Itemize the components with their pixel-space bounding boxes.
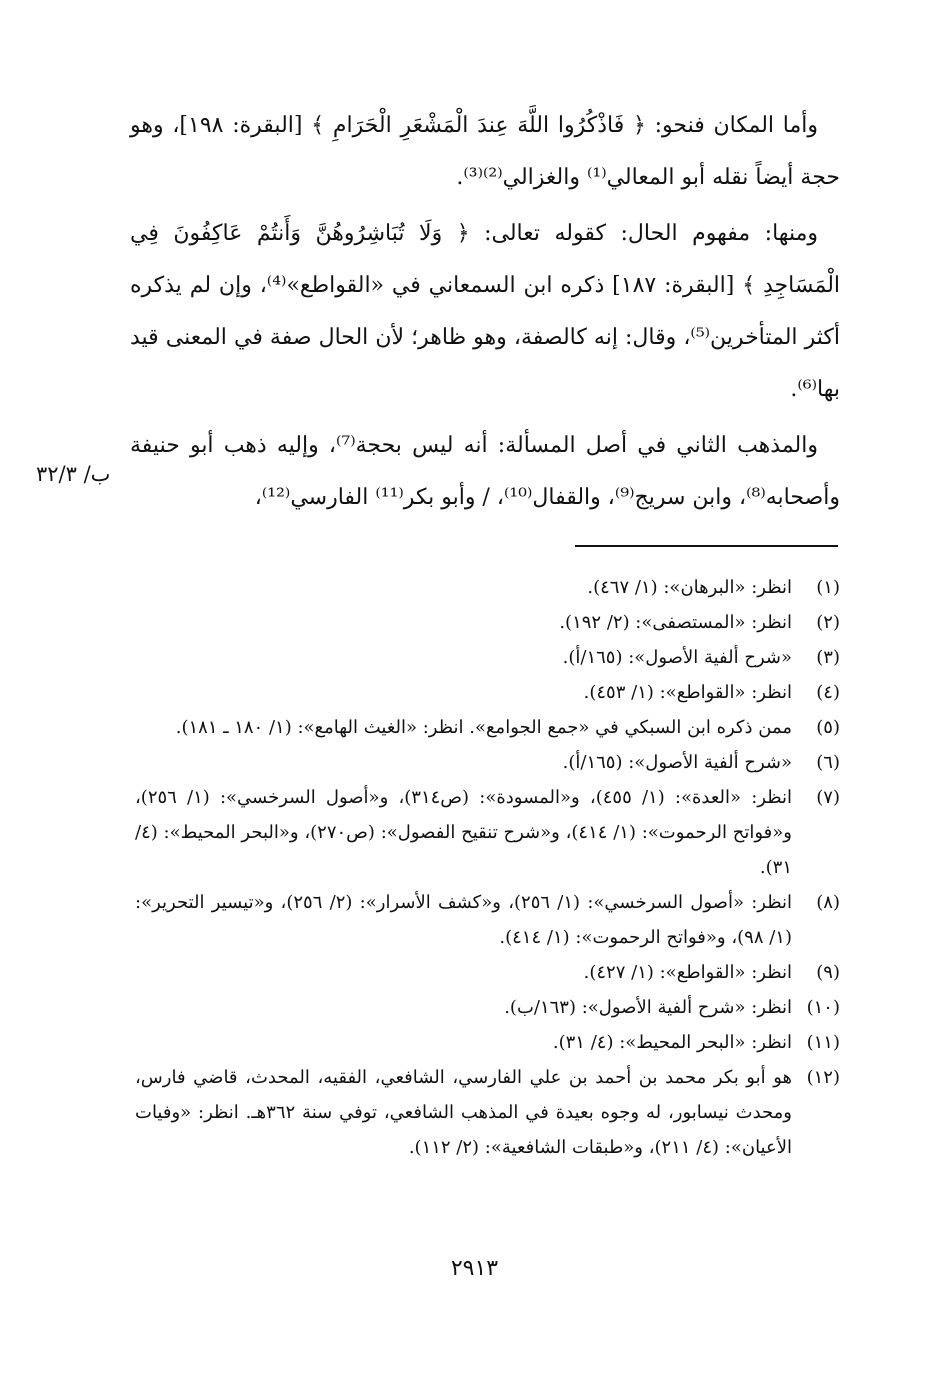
footnote-1	[135, 570, 840, 605]
footnote-text: انظر: «القواطع»: (١/ ٤٥٣).	[583, 682, 792, 703]
footnote-5	[135, 710, 840, 745]
footnote-11	[135, 1025, 840, 1060]
footnotes	[135, 570, 840, 1165]
main-text	[130, 100, 840, 524]
manuscript-folio-marker: ب/ ٣٢/٣	[36, 462, 111, 486]
footnote-text: انظر: «شرح ألفية الأصول»: (١٦٣/ب).	[504, 997, 792, 1018]
footnote-7	[135, 780, 840, 885]
footnote-number: (٥)	[816, 717, 840, 738]
footnote-number: (١٢)	[806, 1067, 840, 1088]
footnote-10	[135, 990, 840, 1025]
footnote-8	[135, 885, 840, 955]
footnote-text: انظر: «العدة»: (١/ ٤٥٥)، و«المسودة»: (ص٣١٤)، و«أصول السرخسي»: (١/ ٢٥٦)، و«فواتح الرحموت»: (١/ ٤١٤)، و«شرح تنقيح الفصول»: (ص٢٧٠)، و«البحر المحيط»: (٤/ ٣١).	[135, 787, 792, 878]
footnote-number: (٢)	[816, 612, 840, 633]
footnote-number: (٩)	[816, 962, 840, 983]
footnote-text: ممن ذكره ابن السبكي في «جمع الجوامع». انظر: «الغيث الهامع»: (١/ ١٨٠ ـ ١٨١).	[175, 717, 792, 738]
footnote-9	[135, 955, 840, 990]
footnote-text: هو أبو بكر محمد بن أحمد بن علي الفارسي، الشافعي، الفقيه، المحدث، قاضي فارس، ومحدث نيسابور، له وجوه بعيدة في المذهب الشافعي، توفي سنة ٣٦٢هـ. انظر: «وفيات الأعيان»: (٤/ ٢١١)، و«طبقات الشافعية»: (٢/ ١١٢).	[135, 1067, 792, 1158]
paragraph-place-concept: وأما المكان فنحو: ﴿ فَاذْكُرُوا اللَّهَ عِندَ الْمَشْعَرِ الْحَرَامِ ﴾ [البقرة: ١٩٨]، وهو حجة أيضاً نقله أبو المعالي⁽¹⁾ والغزالي⁽²⁾⁽³⁾.	[130, 113, 840, 190]
footnote-number: (٣)	[816, 647, 840, 668]
page-number: ٢٩١٣	[450, 1256, 499, 1281]
footnote-text: «شرح ألفية الأصول»: (١٦٥/أ).	[562, 647, 792, 668]
footnote-number: (٤)	[816, 682, 840, 703]
footnote-number: (٦)	[816, 752, 840, 773]
footnote-12	[135, 1060, 840, 1165]
footnote-number: (١٠)	[806, 997, 840, 1018]
paragraph-state-concept: ومنها: مفهوم الحال: كقوله تعالى: ﴿ وَلَا تُبَاشِرُوهُنَّ وَأَنتُمْ عَاكِفُونَ فِي الْمَسَاجِدِ ﴾ [البقرة: ١٨٧] ذكره ابن السمعاني في «القواطع»⁽⁴⁾، وإن لم يذكره أكثر المتأخرين⁽⁵⁾، وقال: إنه كالصفة، وهو ظاهر؛ لأن الحال صفة في المعنى قيد بها⁽⁶⁾.	[130, 221, 841, 402]
footnote-2	[135, 605, 840, 640]
footnote-separator	[575, 545, 838, 547]
footnote-4	[135, 675, 840, 710]
footnote-text: «شرح ألفية الأصول»: (١٦٥/أ).	[562, 752, 792, 773]
footnote-number: (١١)	[806, 1032, 840, 1053]
footnote-6	[135, 745, 840, 780]
footnote-text: انظر: «القواطع»: (١/ ٤٢٧).	[583, 962, 792, 983]
footnote-3	[135, 640, 840, 675]
footnote-text: انظر: «البحر المحيط»: (٤/ ٣١).	[552, 1032, 792, 1053]
footnote-text: انظر: «أصول السرخسي»: (١/ ٢٥٦)، و«كشف الأسرار»: (٢/ ٢٥٦)، و«تيسير التحرير»: (١/ ٩٨)، و«فواتح الرحموت»: (١/ ٤١٤).	[135, 892, 793, 948]
footnote-text: انظر: «البرهان»: (١/ ٤٦٧).	[587, 577, 792, 598]
paragraph-second-opinion: والمذهب الثاني في أصل المسألة: أنه ليس بحجة⁽⁷⁾، وإليه ذهب أبو حنيفة وأصحابه⁽⁸⁾، وابن سريج⁽⁹⁾، والقفال⁽¹⁰⁾، / وأبو بكر⁽¹¹⁾ الفارسي⁽¹²⁾،	[130, 433, 840, 510]
footnote-text: انظر: «المستصفى»: (٢/ ١٩٢).	[559, 612, 792, 633]
footnote-number: (٨)	[816, 892, 840, 913]
footnote-number: (١)	[816, 577, 840, 598]
footnote-number: (٧)	[816, 787, 840, 808]
